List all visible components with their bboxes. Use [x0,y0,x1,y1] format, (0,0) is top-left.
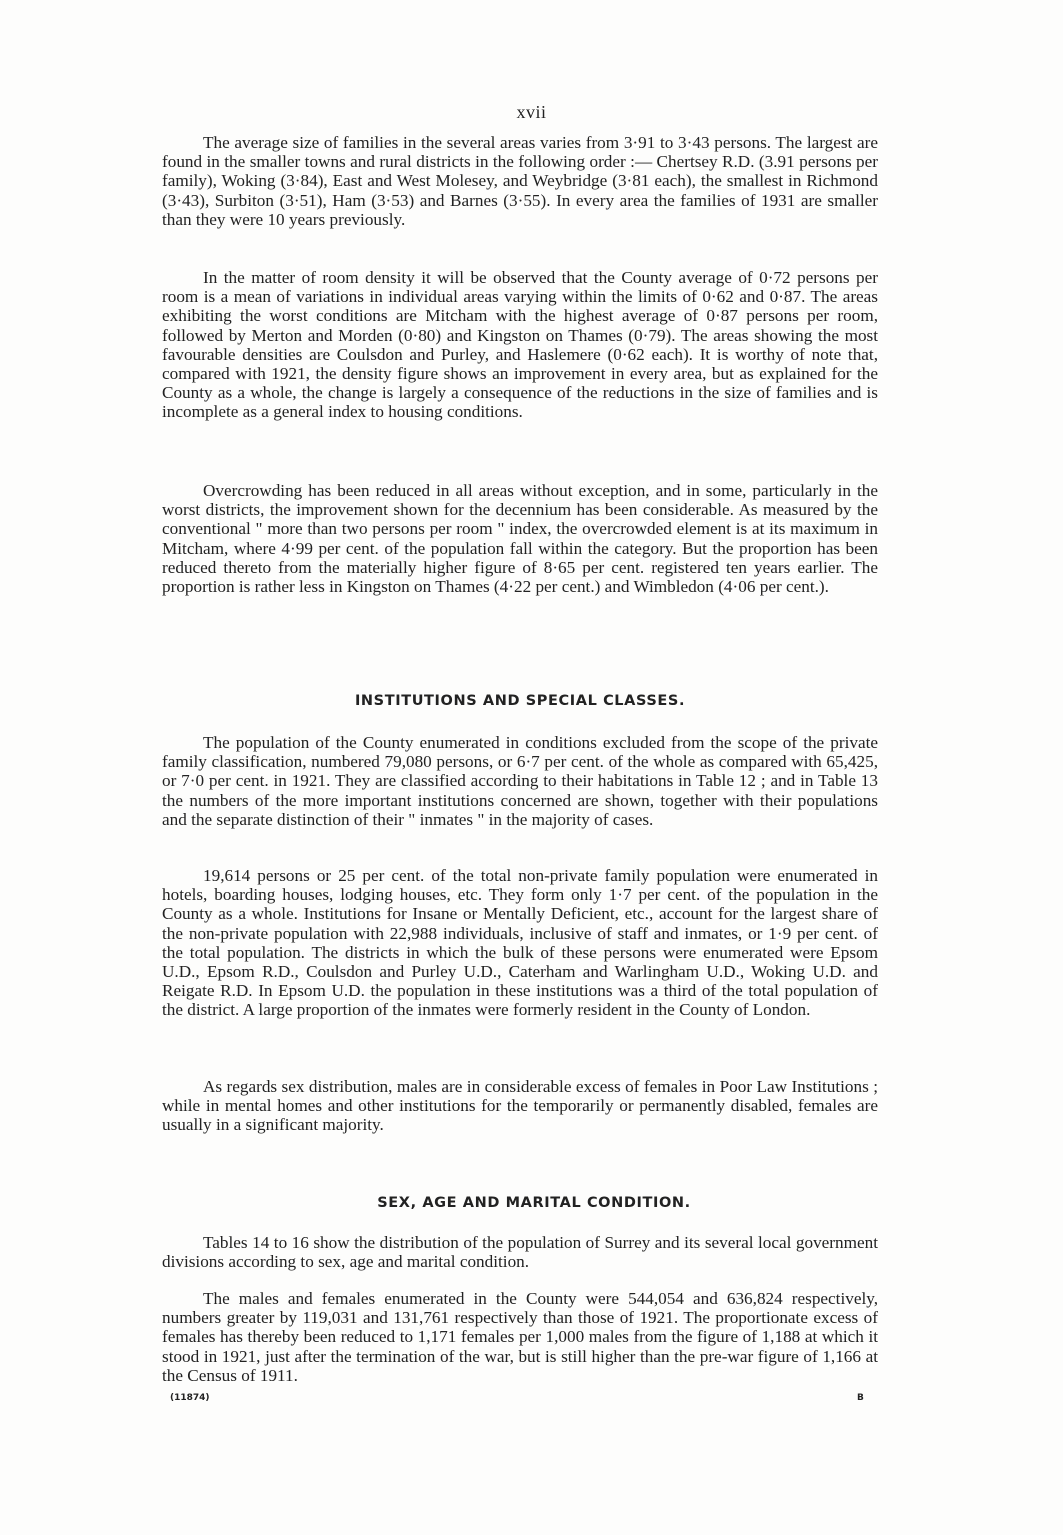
print-code: (11874) [170,1393,210,1403]
section-heading-sex-age-marital: SEX, AGE AND MARITAL CONDITION. [377,1195,691,1211]
paragraph-non-private-population [162,733,878,829]
paragraph-family-size [162,133,878,229]
paragraph-overcrowding [162,481,878,596]
paragraph-room-density [162,268,878,422]
paragraph-text: The population of the County enumerated in conditions excluded from the scope of the private family classification, numbered 79,080 persons, or 6·7 per cent. of the whole as compared with 65,425, or 7·0 per cent. in 1921. They are classified according to their habitations in Table 12 ; and in Table 13 the numbers of the more important institutions concerned are shown, together with their populations and the separate distinction of their " inmates " in the majority of cases. [162,733,878,829]
paragraph-text: In the matter of room density it will be observed that the County average of 0·72 persons per room is a mean of variations in individual areas varying within the limits of 0·62 and 0·87. The areas exhibiting the worst conditions are Mitcham with the highest average of 0·87 persons per room, followed by Merton and Morden (0·80) and Kingston on Thames (0·79). The areas showing the most favourable densities are Coulsdon and Purley, and Haslemere (0·62 each). It is worthy of note that, compared with 1921, the density figure shows an improvement in every area, but as explained for the County as a whole, the change is largely a consequence of the reductions in the size of families and is incomplete as a general index to housing conditions. [162,268,878,422]
paragraph-text: The average size of families in the several areas varies from 3·91 to 3·43 persons. The largest are found in the smaller towns and rural districts in the following order :— Chertsey R.D. (3.91 persons per family), Woking (3·84), East and West Molesey, and Weybridge (3·81 each), the smallest in Richmond (3·43), Surbiton (3·51), Ham (3·53) and Barnes (3·55). In every area the families of 1931 are smaller than they were 10 years previously. [162,133,878,229]
paragraph-hotels-institutions [162,866,878,1020]
paragraph-tables-reference [162,1233,878,1271]
paragraph-text: The males and females enumerated in the County were 544,054 and 636,824 respectively, numbers greater by 119,031 and 131,761 respectively than those of 1921. The proportionate excess of females has thereby been reduced to 1,171 females per 1,000 males from the figure of 1,188 at which it stood in 1921, just after the termination of the war, but is still higher than the pre-war figure of 1,166 at the Census of 1911. [162,1289,878,1385]
paragraph-text: Tables 14 to 16 show the distribution of the population of Surrey and its several local government divisions according to sex, age and marital condition. [162,1233,878,1272]
paragraph-text: Overcrowding has been reduced in all areas without exception, and in some, particularly in the worst districts, the improvement shown for the decennium has been considerable. As measured by the conventional " more than two persons per room " index, the overcrowded element is at its maximum in Mitcham, where 4·99 per cent. of the population fall within the category. But the proportion has been reduced thereto from the materially higher figure of 8·65 per cent. registered ten years earlier. The proportion is rather less in Kingston on Thames (4·22 per cent.) and Wimbledon (4·06 per cent.). [162,481,878,597]
page-number: xvii [516,102,547,122]
signature-mark: B [857,1393,864,1403]
paragraph-text: 19,614 persons or 25 per cent. of the total non-private family population were enumerated in hotels, boarding houses, lodging houses, etc. They form only 1·7 per cent. of the population in the County as a whole. Institutions for Insane or Mentally Deficient, etc., account for the largest share of the non-private population with 22,988 individuals, inclusive of staff and inmates, or 1·9 per cent. of the total population. The districts in which the bulk of these persons were enumerated were Epsom U.D., Epsom R.D., Coulsdon and Purley U.D., Caterham and Warlingham U.D., Woking U.D. and Reigate R.D. In Epsom U.D. the population in these institutions was a third of the total population of the district. A large proportion of the inmates were formerly resident in the County of London. [162,866,878,1020]
paragraph-text: As regards sex distribution, males are in considerable excess of females in Poor Law Institutions ; while in mental homes and other institutions for the temporarily or permanently disabled, females are usually in a significant majority. [162,1077,878,1135]
section-heading-institutions: INSTITUTIONS AND SPECIAL CLASSES. [354,693,686,709]
paragraph-males-females [162,1289,878,1385]
paragraph-sex-distribution [162,1077,878,1135]
